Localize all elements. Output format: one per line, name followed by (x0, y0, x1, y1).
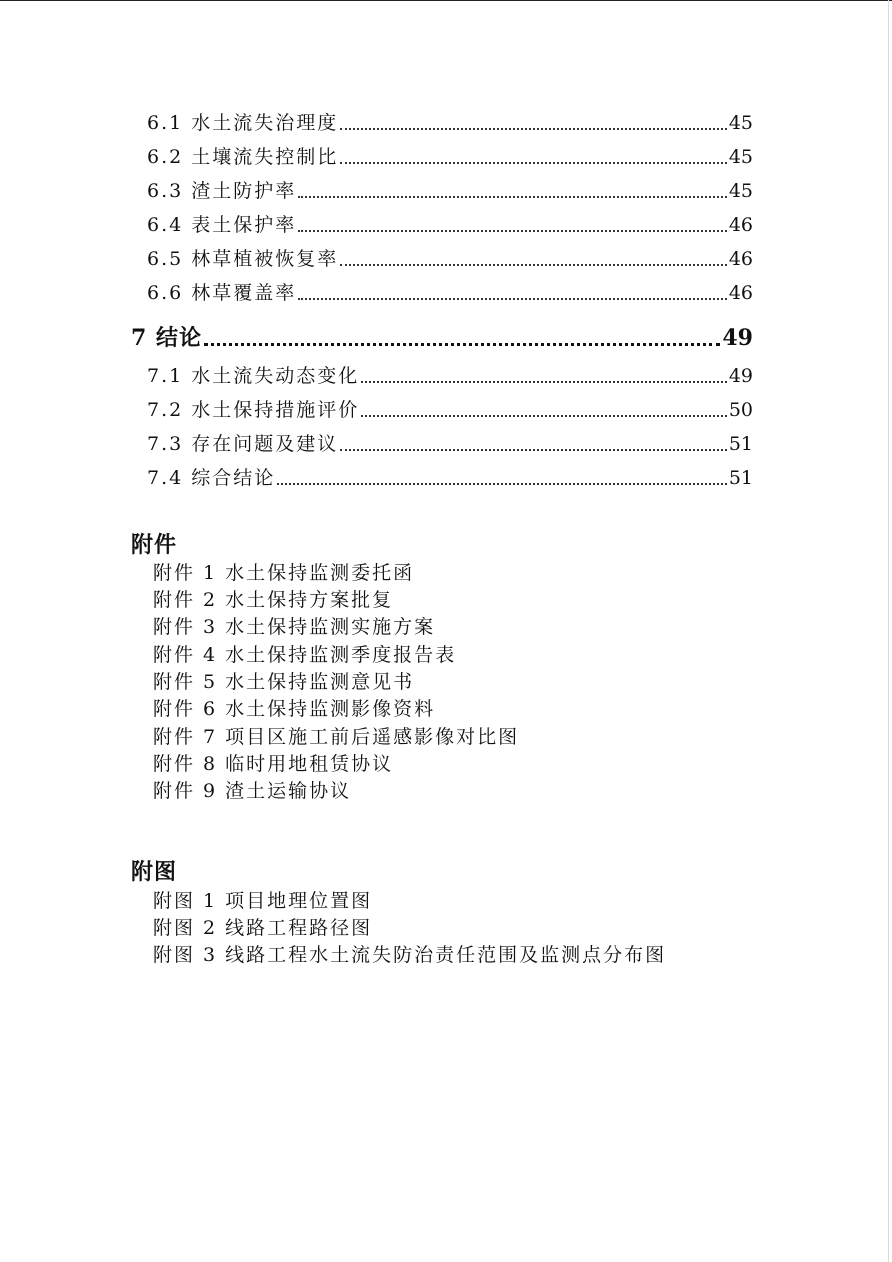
toc-entry-title: 6.1 水土流失治理度 (147, 112, 339, 134)
toc-page-number: 46 (728, 248, 753, 270)
toc-dot-leader (298, 298, 727, 300)
toc-entry-6-3[interactable] (147, 178, 753, 204)
toc-page-number: 51 (728, 467, 753, 489)
toc-dot-leader (361, 381, 727, 383)
attachment-item[interactable]: 附件 7 项目区施工前后遥感影像对比图 (153, 726, 520, 748)
toc-page-number: 49 (722, 325, 753, 351)
toc-dot-leader (298, 230, 727, 232)
toc-entry-title: 7.3 存在问题及建议 (147, 433, 339, 455)
toc-entry-title: 6.3 渣土防护率 (147, 180, 297, 202)
toc-dot-leader (277, 483, 727, 485)
toc-entry-7-1[interactable] (147, 363, 753, 389)
toc-entry-title: 6.4 表土保护率 (147, 214, 297, 236)
toc-entry-6-2[interactable] (147, 144, 753, 170)
toc-chapter-7[interactable] (131, 323, 753, 353)
toc-entry-title: 7.4 综合结论 (147, 467, 276, 489)
figure-item[interactable]: 附图 1 项目地理位置图 (153, 890, 373, 912)
attachments-heading: 附件 (131, 532, 178, 558)
toc-entry-title: 6.5 林草植被恢复率 (147, 248, 339, 270)
attachment-item[interactable]: 附件 9 渣土运输协议 (153, 780, 352, 802)
toc-entry-title: 6.6 林草覆盖率 (147, 282, 297, 304)
figure-item[interactable]: 附图 2 线路工程路径图 (153, 917, 373, 939)
toc-dot-leader (298, 196, 727, 198)
toc-page-number: 46 (728, 214, 753, 236)
toc-dot-leader (340, 264, 727, 266)
toc-dot-leader (361, 415, 727, 417)
attachment-item[interactable]: 附件 1 水土保持监测委托函 (153, 562, 415, 584)
toc-page-number: 46 (728, 282, 753, 304)
toc-dot-leader (340, 128, 727, 130)
toc-entry-6-5[interactable] (147, 246, 753, 272)
toc-page-number: 50 (728, 399, 753, 421)
toc-dot-leader (340, 449, 727, 451)
attachment-item[interactable]: 附件 8 临时用地租赁协议 (153, 753, 394, 775)
toc-entry-6-1[interactable] (147, 110, 753, 136)
attachment-item[interactable]: 附件 4 水土保持监测季度报告表 (153, 644, 457, 666)
toc-entry-6-4[interactable] (147, 212, 753, 238)
page-right-edge (888, 0, 889, 1262)
toc-page-number: 45 (728, 146, 753, 168)
toc-entry-7-2[interactable] (147, 397, 753, 423)
toc-entry-title: 7.2 水土保持措施评价 (147, 399, 360, 421)
attachment-item[interactable]: 附件 5 水土保持监测意见书 (153, 671, 415, 693)
figure-item[interactable]: 附图 3 线路工程水土流失防治责任范围及监测点分布图 (153, 944, 667, 966)
toc-dot-leader (340, 162, 727, 164)
attachment-item[interactable]: 附件 3 水土保持监测实施方案 (153, 616, 436, 638)
toc-entry-title: 6.2 土壤流失控制比 (147, 146, 339, 168)
page-top-edge (0, 0, 892, 1)
figures-heading: 附图 (131, 859, 178, 885)
toc-entry-7-3[interactable] (147, 431, 753, 457)
toc-chapter-title: 7 结论 (131, 325, 202, 351)
attachment-item[interactable]: 附件 2 水土保持方案批复 (153, 589, 394, 611)
attachment-item[interactable]: 附件 6 水土保持监测影像资料 (153, 698, 436, 720)
toc-page-number: 45 (728, 180, 753, 202)
toc-entry-6-6[interactable] (147, 280, 753, 306)
toc-page-number: 49 (728, 365, 753, 387)
toc-page-number: 45 (728, 112, 753, 134)
toc-entry-7-4[interactable] (147, 465, 753, 491)
toc-dot-leader (204, 343, 720, 346)
toc-entry-title: 7.1 水土流失动态变化 (147, 365, 360, 387)
toc-page-number: 51 (728, 433, 753, 455)
